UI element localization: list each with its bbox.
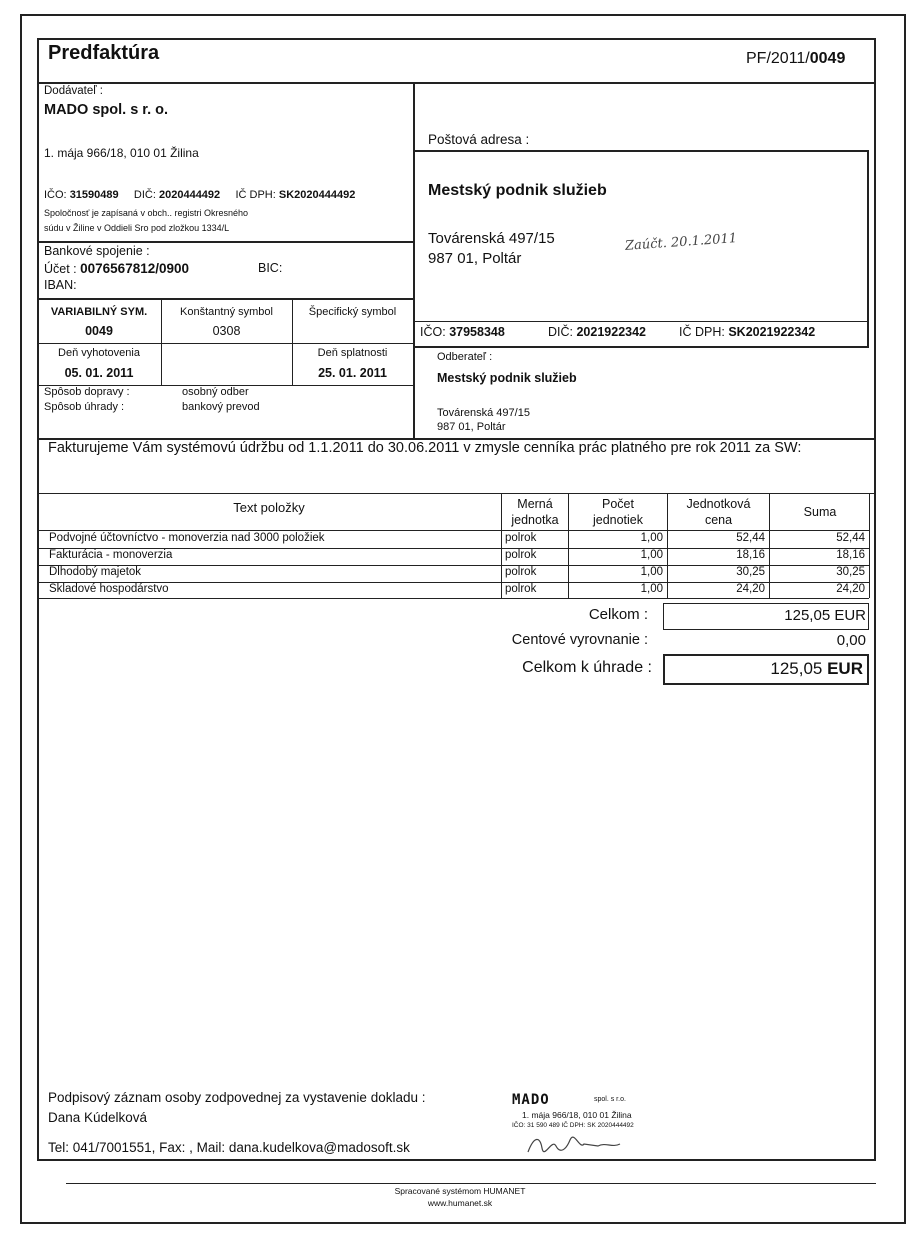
row-unit: polrok <box>505 532 537 544</box>
th-unit: Merná jednotka <box>511 497 559 527</box>
row-unit: polrok <box>505 566 537 578</box>
dates-divider <box>37 343 413 344</box>
supplier-register-line2: súdu v Žiline v Oddieli Sro pod zložkou 1334/L <box>44 223 230 233</box>
postal-icdph: IČ DPH: SK2021922342 <box>679 325 816 339</box>
th-text: Text položky <box>233 500 305 515</box>
issue-date: 05. 01. 2011 <box>64 366 134 380</box>
row-qty: 1,00 <box>640 549 663 561</box>
website: www.humanet.sk <box>427 1198 493 1208</box>
customer-street: Továrenská 497/15 <box>437 407 530 419</box>
payment-value: bankový prevod <box>182 401 260 413</box>
row-text: Dlhodobý majetok <box>49 566 142 578</box>
stamp-address: 1. mája 966/18, 010 01 Žilina <box>522 1110 632 1120</box>
total-label: Celkom : <box>588 606 648 623</box>
row-price: 30,25 <box>736 566 765 578</box>
constant-symbol-label: Konštantný symbol <box>180 306 273 318</box>
rounding-value: 0,00 <box>836 632 866 649</box>
row-sum: 18,16 <box>836 549 865 561</box>
total-value: 125,05 EUR <box>784 607 866 624</box>
invoice-number: PF/2011/0049 <box>746 50 846 67</box>
row-qty: 1,00 <box>640 532 663 544</box>
invoice-description: Fakturujeme Vám systémovú údržbu od 1.1.2011 do 30.06.2011 v zmysle cenníka prác platného pre rok 2011 za SW: <box>48 440 802 456</box>
table-header-bottom <box>37 530 869 531</box>
th-qty: Počet jednotiek <box>592 497 644 527</box>
supplier-label: Dodávateľ : <box>44 85 103 97</box>
variable-symbol-label: VARIABILNÝ SYM. <box>50 306 148 318</box>
supplier-tax-ids: IČO: 31590489 DIČ: 2020444492 IČ DPH: SK2020444492 <box>44 189 356 201</box>
contact-info: Tel: 041/7001551, Fax: , Mail: dana.kudelkova@madosoft.sk <box>48 1140 410 1155</box>
transport-value: osobný odber <box>182 386 249 398</box>
th-price: Jednotková cena <box>686 497 751 527</box>
handwritten-note: Zaúčt. 20.1.2011 <box>624 231 738 254</box>
postal-dic: DIČ: 2021922342 <box>548 325 647 339</box>
signature-label: Podpisový záznam osoby zodpovednej za vystavenie dokladu : <box>48 1090 426 1105</box>
supplier-address: 1. mája 966/18, 010 01 Žilina <box>44 146 199 160</box>
postal-tax-divider <box>413 321 869 322</box>
row-divider <box>37 582 869 583</box>
rounding-label: Centové vyrovnanie : <box>511 632 648 648</box>
row-text: Skladové hospodárstvo <box>49 583 169 595</box>
bank-label: Bankové spojenie : <box>44 244 150 258</box>
header-divider <box>37 82 876 84</box>
table-bottom <box>37 598 869 599</box>
due-date: 25. 01. 2011 <box>318 366 387 380</box>
signature-scribble <box>526 1132 626 1156</box>
table-top <box>37 493 876 494</box>
row-price: 52,44 <box>736 532 765 544</box>
supplier-register-line1: Spoločnosť je zapísaná v obch.. registri Okresného <box>44 208 248 218</box>
transport-label: Spôsob dopravy : <box>44 386 130 398</box>
postal-name: Mestský podnik služieb <box>428 182 607 199</box>
stamp-brand: MADO <box>512 1092 550 1108</box>
postal-city: 987 01, Poltár <box>428 250 522 267</box>
specific-symbol-label: Špecifický symbol <box>308 306 397 318</box>
row-qty: 1,00 <box>640 566 663 578</box>
bank-bic-label: BIC: <box>258 261 283 275</box>
due-date-label: Deň splatnosti <box>317 347 388 359</box>
company-stamp <box>512 1092 672 1162</box>
amount-due-label: Celkom k úhrade : <box>522 659 652 676</box>
postal-street: Továrenská 497/15 <box>428 230 555 247</box>
issue-date-label: Deň vyhotovenia <box>58 347 140 359</box>
row-divider <box>37 548 869 549</box>
processed-by: Spracované systémom HUMANET <box>394 1186 526 1196</box>
bank-account: Účet : 0076567812/0900 <box>44 261 190 276</box>
row-divider <box>37 565 869 566</box>
bank-divider <box>37 241 413 243</box>
variable-symbol: 0049 <box>85 324 113 338</box>
constant-symbol: 0308 <box>212 324 241 338</box>
row-sum: 52,44 <box>836 532 865 544</box>
row-sum: 30,25 <box>836 566 865 578</box>
stamp-ids: IČO: 31 590 489 IČ DPH: SK 2020444492 <box>512 1122 634 1129</box>
row-sum: 24,20 <box>836 583 865 595</box>
customer-name: Mestský podnik služieb <box>437 371 577 385</box>
symbols-divider <box>37 298 413 300</box>
row-qty: 1,00 <box>640 583 663 595</box>
responsible-person: Dana Kúdelková <box>48 1110 148 1125</box>
th-sum: Suma <box>803 505 837 519</box>
postal-ico: IČO: 37958348 <box>420 325 505 339</box>
amount-due-value: 125,05 EUR <box>770 659 863 678</box>
row-text: Fakturácia - monoverzia <box>49 549 173 561</box>
row-text: Podvojné účtovníctvo - monoverzia nad 3000 položiek <box>49 532 325 544</box>
stamp-suffix: spol. s r.o. <box>594 1096 626 1103</box>
bank-iban-label: IBAN: <box>44 278 77 292</box>
row-unit: polrok <box>505 583 537 595</box>
supplier-name: MADO spol. s r. o. <box>44 102 169 118</box>
row-price: 18,16 <box>736 549 765 561</box>
row-price: 24,20 <box>736 583 765 595</box>
table-col-end <box>869 493 870 598</box>
postal-label: Poštová adresa : <box>428 132 530 147</box>
bottom-divider <box>66 1183 876 1184</box>
row-unit: polrok <box>505 549 537 561</box>
customer-city: 987 01, Poltár <box>437 421 506 433</box>
customer-label: Odberateľ : <box>437 351 493 363</box>
invoice-title: Predfaktúra <box>48 42 160 64</box>
payment-label: Spôsob úhrady : <box>44 401 125 413</box>
